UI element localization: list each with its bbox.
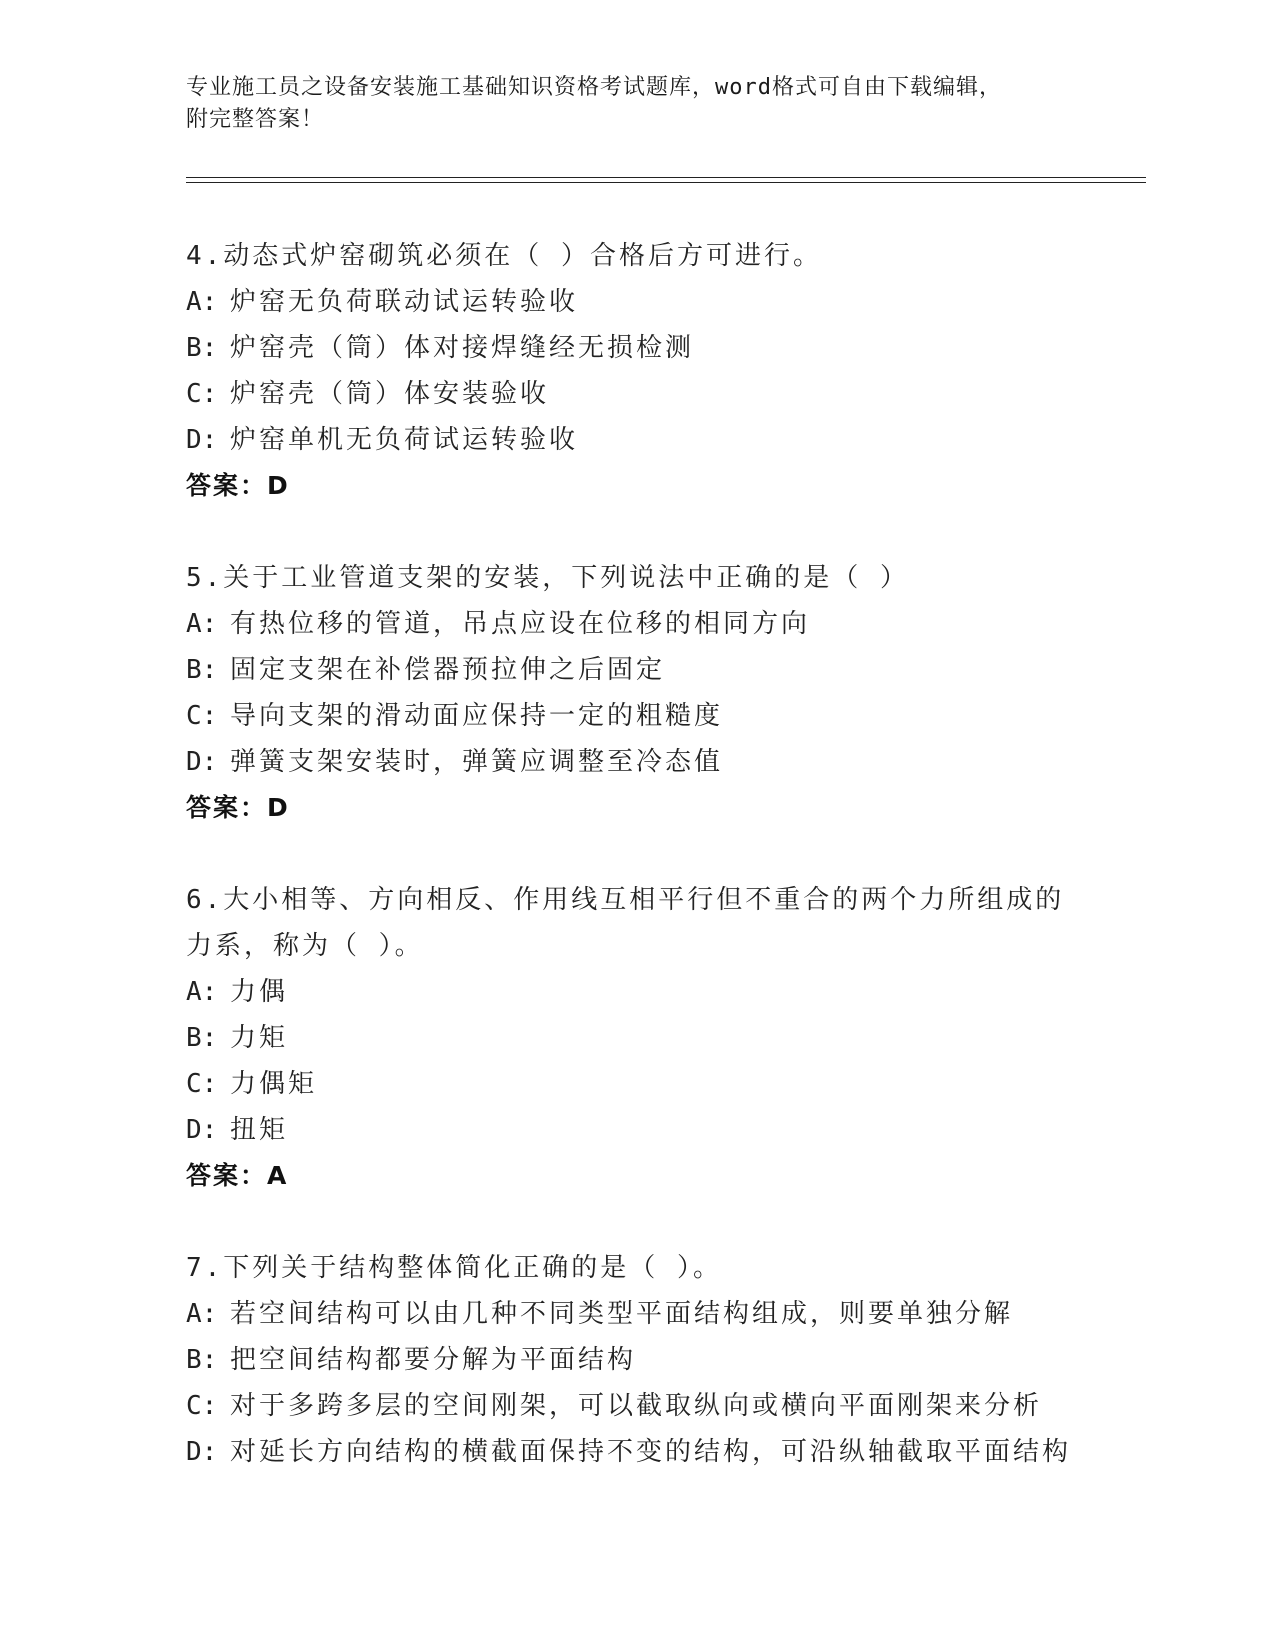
question-stem: 4.动态式炉窑砌筑必须在（ ）合格后方可进行。 bbox=[186, 241, 822, 271]
option-text: 炉窑无负荷联动试运转验收 bbox=[230, 287, 579, 317]
option-c bbox=[186, 371, 1146, 417]
option-a bbox=[186, 1291, 1146, 1337]
header-line-2: 附完整答案！ bbox=[186, 107, 325, 132]
option-label: D: bbox=[186, 1115, 218, 1145]
option-c bbox=[186, 1061, 1146, 1107]
option-label: B: bbox=[186, 333, 218, 363]
header-divider-top bbox=[186, 177, 1146, 178]
option-label: D: bbox=[186, 747, 218, 777]
option-text: 弹簧支架安装时，弹簧应调整至冷态值 bbox=[230, 747, 724, 777]
option-label: D: bbox=[186, 425, 218, 455]
option-c bbox=[186, 1383, 1146, 1429]
option-d bbox=[186, 1107, 1146, 1153]
header-divider-bottom bbox=[186, 182, 1146, 183]
option-text: 力偶 bbox=[230, 977, 289, 1007]
question-stem: 7.下列关于结构整体简化正确的是（ ）。 bbox=[186, 1253, 722, 1283]
option-label: B: bbox=[186, 1023, 218, 1053]
option-text: 若空间结构可以由几种不同类型平面结构组成，则要单独分解 bbox=[230, 1299, 1014, 1329]
question-stem: 6.大小相等、方向相反、作用线互相平行但不重合的两个力所组成的 bbox=[186, 885, 1065, 915]
option-d bbox=[186, 1429, 1146, 1475]
question-stem: 5.关于工业管道支架的安装，下列说法中正确的是（ ） bbox=[186, 563, 909, 593]
option-label: A: bbox=[186, 609, 218, 639]
option-label: A: bbox=[186, 1299, 218, 1329]
option-text: 对于多跨多层的空间刚架，可以截取纵向或横向平面刚架来分析 bbox=[230, 1391, 1043, 1421]
header-line-1: 专业施工员之设备安装施工基础知识资格考试题库，word格式可自由下载编辑， bbox=[186, 75, 1002, 100]
option-d bbox=[186, 417, 1146, 463]
option-text: 力矩 bbox=[230, 1023, 289, 1053]
option-label: C: bbox=[186, 1391, 218, 1421]
answer: 答案：D bbox=[186, 793, 290, 822]
option-text: 炉窑单机无负荷试运转验收 bbox=[230, 425, 579, 455]
option-b bbox=[186, 1337, 1146, 1383]
option-label: B: bbox=[186, 1345, 218, 1375]
question-6 bbox=[186, 877, 1146, 1199]
option-text: 扭矩 bbox=[230, 1115, 289, 1145]
option-text: 有热位移的管道，吊点应设在位移的相同方向 bbox=[230, 609, 811, 639]
option-label: D: bbox=[186, 1437, 218, 1467]
option-a bbox=[186, 601, 1146, 647]
option-text: 把空间结构都要分解为平面结构 bbox=[230, 1345, 637, 1375]
option-a bbox=[186, 279, 1146, 325]
question-4 bbox=[186, 233, 1146, 509]
option-b bbox=[186, 1015, 1146, 1061]
option-text: 炉窑壳（筒）体安装验收 bbox=[230, 379, 550, 409]
question-7 bbox=[186, 1245, 1146, 1475]
option-label: C: bbox=[186, 701, 218, 731]
answer: 答案：A bbox=[186, 1161, 289, 1190]
option-text: 炉窑壳（筒）体对接焊缝经无损检测 bbox=[230, 333, 695, 363]
option-text: 固定支架在补偿器预拉伸之后固定 bbox=[230, 655, 666, 685]
question-list bbox=[186, 233, 1146, 1521]
document-header bbox=[186, 72, 1086, 136]
option-text: 力偶矩 bbox=[230, 1069, 318, 1099]
question-stem-continued: 力系，称为（ ）。 bbox=[186, 931, 424, 961]
option-label: C: bbox=[186, 379, 218, 409]
answer: 答案：D bbox=[186, 471, 290, 500]
question-5 bbox=[186, 555, 1146, 831]
option-b bbox=[186, 647, 1146, 693]
option-a bbox=[186, 969, 1146, 1015]
option-d bbox=[186, 739, 1146, 785]
option-c bbox=[186, 693, 1146, 739]
option-b bbox=[186, 325, 1146, 371]
option-text: 对延长方向结构的横截面保持不变的结构，可沿纵轴截取平面结构 bbox=[230, 1437, 1072, 1467]
option-label: A: bbox=[186, 287, 218, 317]
option-label: C: bbox=[186, 1069, 218, 1099]
option-label: A: bbox=[186, 977, 218, 1007]
option-text: 导向支架的滑动面应保持一定的粗糙度 bbox=[230, 701, 724, 731]
option-label: B: bbox=[186, 655, 218, 685]
